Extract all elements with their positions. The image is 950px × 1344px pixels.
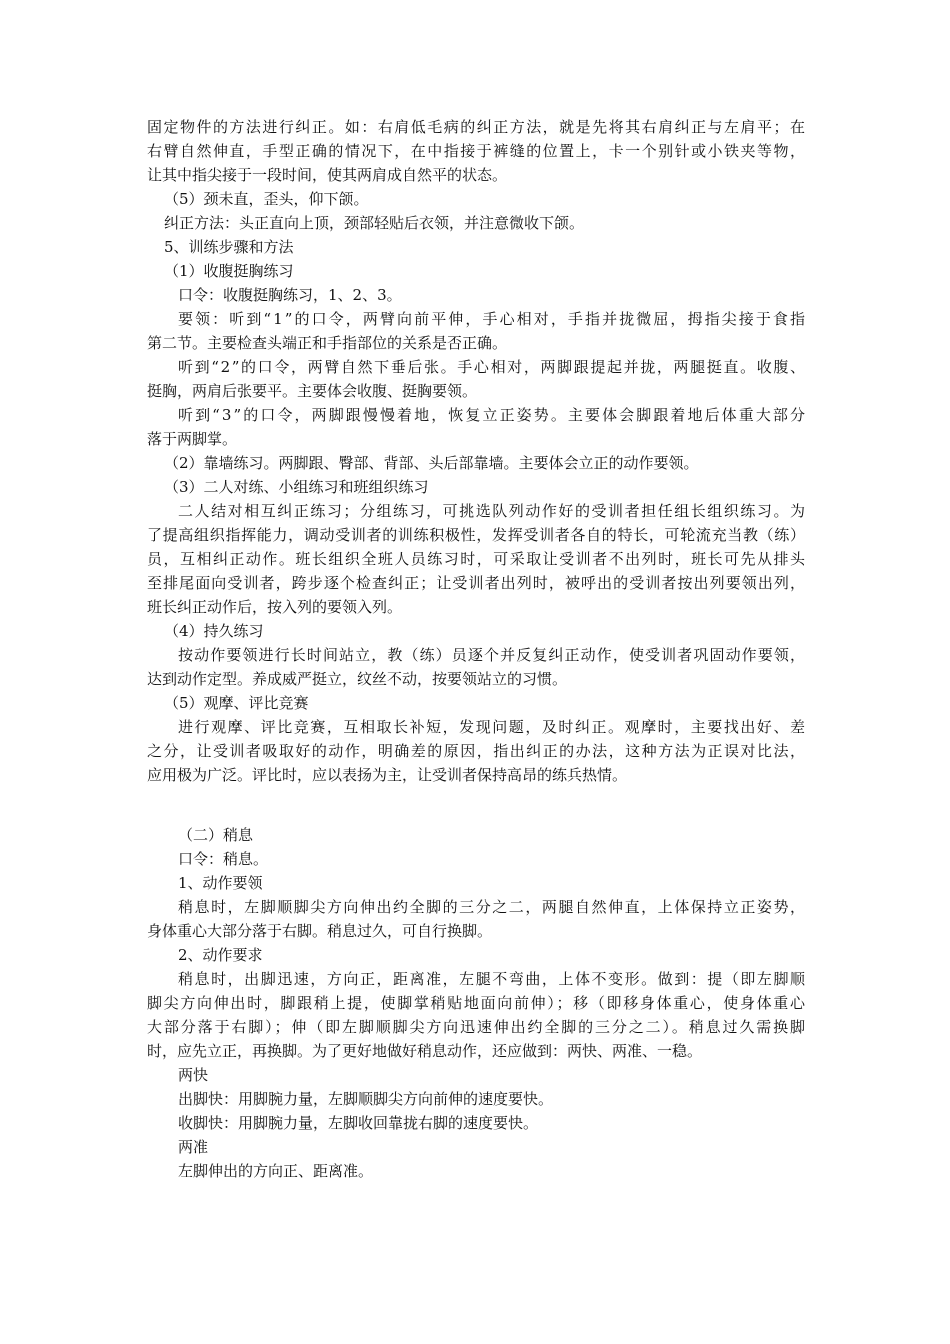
text-line: 让其中指尖接于一段时间，使其两肩成自然平的状态。 [147, 166, 508, 184]
text-line: 稍息时，出脚迅速，方向正，距离准，左腿不弯曲，上体不变形。做到：提（即左脚顺 [178, 970, 807, 988]
text-line: 纠正方法：头正直向上顶，颈部轻贴后衣领，并注意微收下颌。 [164, 214, 585, 232]
text-line: 5、训练步骤和方法 [164, 238, 294, 256]
text-line: 进行观摩、评比竞赛，互相取长补短，发现问题，及时纠正。观摩时，主要找出好、差 [178, 718, 807, 736]
text-line: 之分，让受训者吸取好的动作，明确差的原因，指出纠正的办法，这种方法为正误对比法， [147, 742, 807, 760]
text-line: 按动作要领进行长时间站立，教（练）员逐个并反复纠正动作，使受训者巩固动作要领， [178, 646, 807, 664]
text-line: （5）颈未直，歪头，仰下颌。 [164, 190, 369, 208]
text-line: （5）观摩、评比竞赛 [164, 694, 309, 712]
text-line: 挺胸，两肩后张要平。主要体会收腹、挺胸要领。 [147, 382, 478, 400]
text-line: （2）靠墙练习。两脚跟、臀部、背部、头后部靠墙。主要体会立正的动作要领。 [164, 454, 699, 472]
text-line: 身体重心大部分落于右脚。稍息过久，可自行换脚。 [147, 922, 493, 940]
text-line: （4）持久练习 [164, 622, 264, 640]
text-line: 时，应先立正，再换脚。为了更好地做好稍息动作，还应做到：两快、两准、一稳。 [147, 1042, 703, 1060]
text-line: 2、动作要求 [178, 946, 263, 964]
text-line: 出脚快：用脚腕力量，左脚顺脚尖方向前伸的速度要快。 [178, 1090, 554, 1108]
text-line: 1、动作要领 [178, 874, 263, 892]
text-line: 右臂自然伸直，手型正确的情况下，在中指接于裤缝的位置上，卡一个别针或小铁夹等物， [147, 142, 807, 160]
text-line: 达到动作定型。养成威严挺立，纹丝不动，按要领站立的习惯。 [147, 670, 568, 688]
text-line: 口令：收腹挺胸练习，1、2、3。 [178, 286, 402, 304]
text-line: 应用极为广泛。评比时，应以表扬为主，让受训者保持高昂的练兵热情。 [147, 766, 628, 784]
text-line: 了提高组织指挥能力，调动受训者的训练积极性，发挥受训者各自的特长，可轮流充当教（练） [147, 526, 806, 544]
text-line: 口令：稍息。 [178, 850, 269, 868]
text-line: 脚尖方向伸出时，脚跟稍上提，使脚掌稍贴地面向前伸）；移（即移身体重心，使身体重心 [147, 994, 807, 1012]
text-line: （3）二人对练、小组练习和班组织练习 [164, 478, 429, 496]
text-line: （二）稍息 [178, 826, 254, 844]
text-line: 二人结对相互纠正练习；分组练习，可挑选队列动作好的受训者担任组长组织练习。为 [178, 502, 807, 520]
text-line: 员，互相纠正动作。班长组织全班人员练习时，可采取让受训者不出列时，班长可先从排头 [147, 550, 807, 568]
text-line: 两快 [178, 1066, 209, 1084]
text-line: 固定物件的方法进行纠正。如：右肩低毛病的纠正方法，就是先将其右肩纠正与左肩平；在 [147, 118, 807, 136]
text-line: 听到“2”的口令，两臂自然下垂后张。手心相对，两脚跟提起并拢，两腿挺直。收腹、 [178, 358, 807, 376]
text-line: 稍息时，左脚顺脚尖方向伸出约全脚的三分之二，两腿自然伸直，上体保持立正姿势， [178, 898, 807, 916]
text-line: 听到“3”的口令，两脚跟慢慢着地，恢复立正姿势。主要体会脚跟着地后体重大部分 [178, 406, 808, 424]
text-line: 要领：听到“1”的口令，两臂向前平伸，手心相对，手指并拢微屈，拇指尖接于食指 [178, 310, 808, 328]
text-line: 两准 [178, 1138, 209, 1156]
text-line: 至排尾面向受训者，跨步逐个检查纠正；让受训者出列时，被呼出的受训者按出列要领出列， [147, 574, 807, 592]
text-line: 班长纠正动作后，按入列的要领入列。 [147, 598, 403, 616]
text-line: 第二节。主要检查头端正和手指部位的关系是否正确。 [147, 334, 508, 352]
text-line: 大部分落于右脚）；伸（即左脚顺脚尖方向迅速伸出约全脚的三分之二）。稍息过久需换脚 [147, 1018, 807, 1036]
text-line: 左脚伸出的方向正、距离准。 [178, 1162, 374, 1180]
text-line: （1）收腹挺胸练习 [164, 262, 294, 280]
text-line: 收脚快：用脚腕力量，左脚收回靠拢右脚的速度要快。 [178, 1114, 539, 1132]
text-line: 落于两脚掌。 [147, 430, 238, 448]
